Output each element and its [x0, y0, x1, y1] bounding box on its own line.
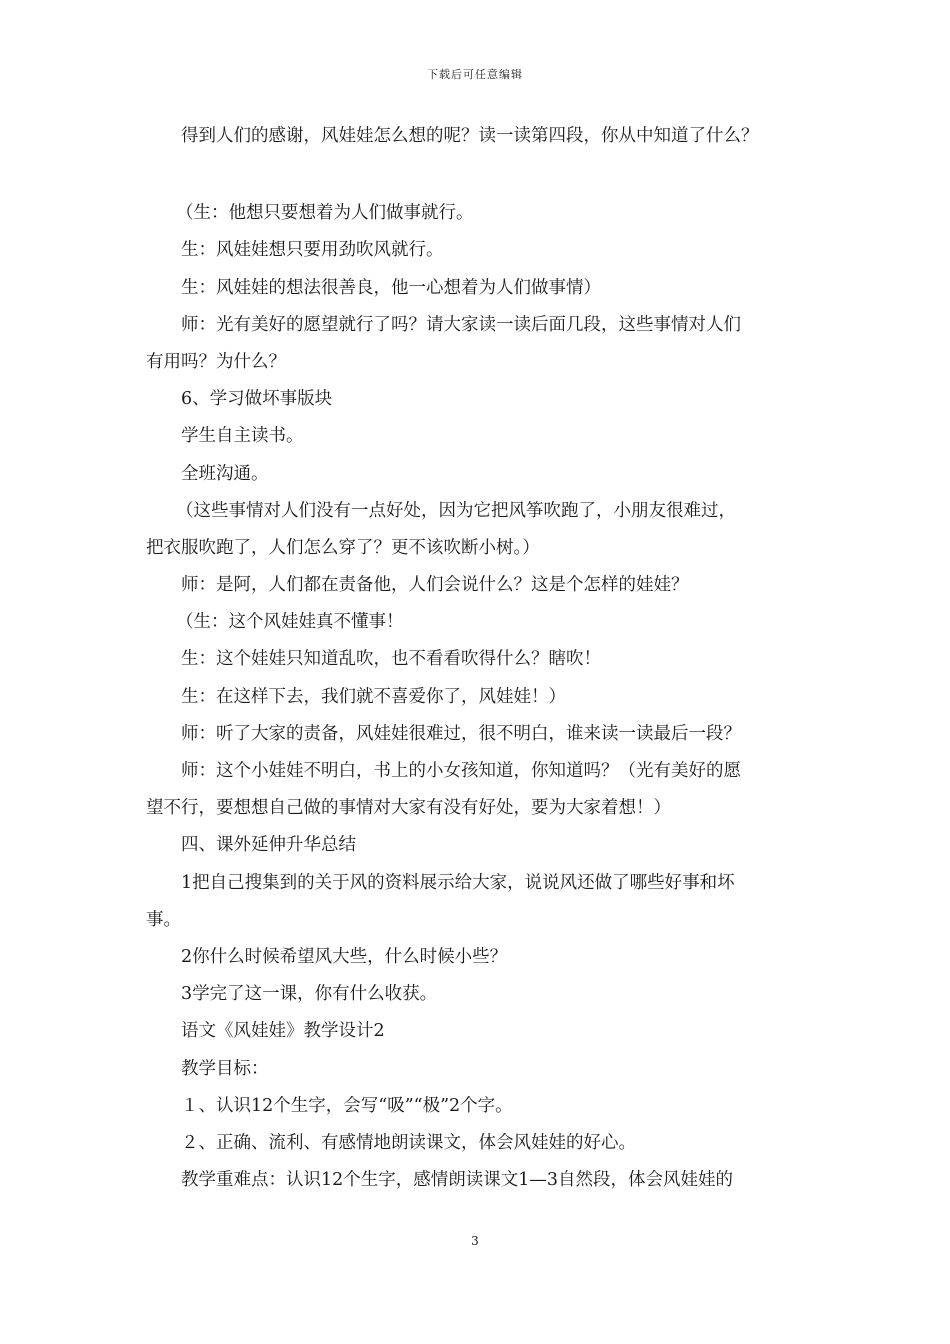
text-line: 学生自主读书。 [181, 426, 304, 447]
text-line: 得到人们的感谢，风娃娃怎么想的呢？读一读第四段，你从中知道了什么？ [181, 126, 759, 146]
text-line: （生：这个风娃娃真不懂事！ [176, 612, 404, 633]
text-line: 事。 [146, 909, 181, 930]
section-heading: 四、课外延伸升华总结 [181, 835, 356, 856]
text-line: 全班沟通。 [181, 463, 269, 484]
list-item: ２、正确、流利、有感情地朗读课文，体会风娃娃的好心。 [181, 1132, 636, 1153]
text-line: 生：这个娃娃只知道乱吹，也不看看吹得什么？瞎吹！ [181, 649, 601, 670]
text-line: 师：听了大家的责备，风娃娃很难过，很不明白，谁来读一读最后一段？ [181, 723, 741, 744]
text-line: 生：在这样下去，我们就不喜爱你了，风娃娃！） [181, 686, 566, 707]
section-heading: 教学目标： [181, 1058, 269, 1079]
text-line: 1把自己搜集到的关于风的资料展示给大家，说说风还做了哪些好事和坏 [181, 872, 735, 893]
page-header: 下载后可任意编辑 [427, 68, 523, 81]
document-subtitle: 语文《风娃娃》教学设计2 [181, 1021, 385, 1042]
text-line: 有用吗？为什么？ [146, 351, 286, 372]
text-line: 教学重难点：认识12个生字，感情朗读课文1—3自然段，体会风娃娃的 [181, 1170, 734, 1191]
text-line: 师：这个小娃娃不明白，书上的小女孩知道，你知道吗？（光有美好的愿 [181, 761, 741, 781]
text-line: 2你什么时候希望风大些，什么时候小些？ [181, 946, 508, 967]
text-line: （生：他想只要想着为人们做事就行。 [176, 203, 474, 224]
section-heading: 6、学习做坏事版块 [181, 389, 333, 410]
text-line: 把衣服吹跑了，人们怎么穿了？更不该吹断小树。） [146, 537, 540, 558]
text-line: 3学完了这一课，你有什么收获。 [181, 984, 438, 1005]
text-line: 生：风娃娃想只要用劲吹风就行。 [181, 240, 444, 261]
list-item: １、认识12个生字，会写“吸”“极”2个字。 [181, 1095, 513, 1116]
document-body [146, 118, 826, 1199]
paragraph-gap [146, 155, 826, 195]
page-number: 3 [471, 1234, 479, 1248]
text-line: 师：是阿，人们都在责备他，人们会说什么？这是个怎样的娃娃？ [181, 575, 689, 596]
text-line: （这些事情对人们没有一点好处，因为它把风筝吹跑了，小朋友很难过， [176, 500, 736, 521]
text-line: 师：光有美好的愿望就行了吗？请大家读一读后面几段，这些事情对人们 [181, 314, 741, 335]
text-line: 望不行，要想想自己做的事情对大家有没有好处，要为大家着想！） [146, 798, 671, 819]
text-line: 生：风娃娃的想法很善良，他一心想着为人们做事情） [181, 277, 601, 298]
